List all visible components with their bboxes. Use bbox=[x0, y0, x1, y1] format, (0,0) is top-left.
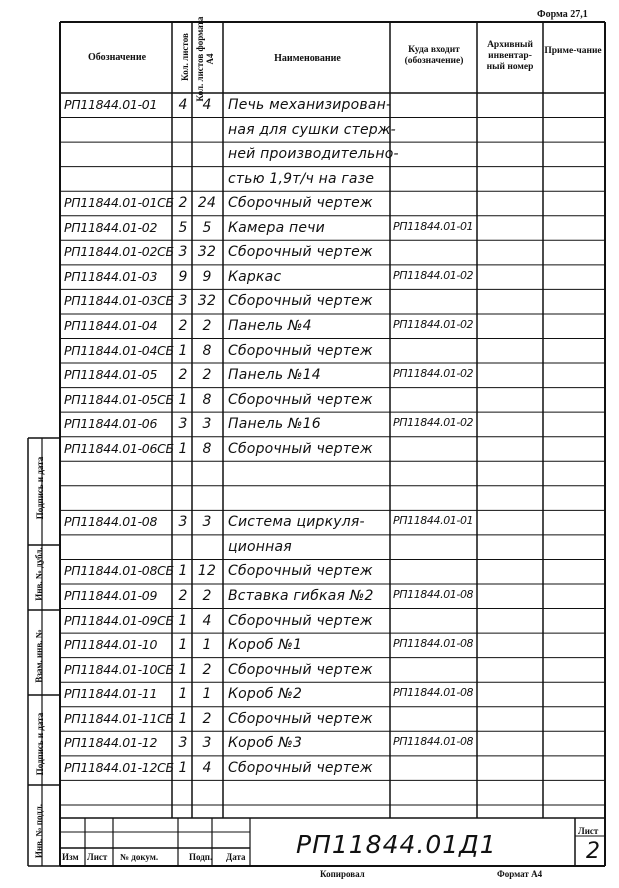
row-sheets: 1 bbox=[178, 686, 188, 703]
row-designation: РП11844.01-08 bbox=[64, 514, 158, 530]
row-designation: РП11844.01-08СБ bbox=[64, 563, 174, 579]
header-where-used: Куда входит (обозначение) bbox=[404, 45, 464, 66]
row-name: Панель №4 bbox=[228, 317, 312, 334]
row-sheets: 1 bbox=[178, 563, 188, 580]
row-where-used: РП11844.01-08 bbox=[393, 735, 474, 749]
row-designation: РП11844.01-10СБ bbox=[64, 661, 174, 677]
row-a4: 8 bbox=[202, 342, 212, 359]
row-a4: 2 bbox=[202, 317, 212, 334]
row-a4: 2 bbox=[202, 661, 212, 678]
row-name: Сборочный чертеж bbox=[228, 195, 373, 212]
doc-number: РП11844.01Д1 bbox=[296, 830, 497, 859]
row-a4: 1 bbox=[202, 686, 212, 703]
row-name: Короб №3 bbox=[228, 735, 303, 752]
row-a4: 4 bbox=[202, 759, 212, 776]
row-sheets: 1 bbox=[178, 440, 188, 457]
row-designation: РП11844.01-12СБ bbox=[64, 759, 174, 775]
margin-inv-orig: Инв. № подл. bbox=[34, 803, 44, 859]
row-sheets: 1 bbox=[178, 342, 188, 359]
row-sheets: 1 bbox=[178, 612, 188, 629]
row-name: Сборочный чертеж bbox=[228, 710, 373, 727]
row-sheets: 1 bbox=[178, 637, 188, 654]
row-a4: 2 bbox=[202, 588, 212, 604]
form-label: Форма 27,1 bbox=[537, 9, 588, 20]
row-a4: 32 bbox=[197, 244, 217, 261]
row-where-used: РП11844.01-02 bbox=[393, 416, 474, 430]
row-designation: РП11844.01-01СБ bbox=[64, 195, 174, 211]
row-sheets: 1 bbox=[178, 391, 188, 408]
row-where-used: РП11844.01-01 bbox=[393, 219, 474, 233]
row-designation: РП11844.01-04СБ bbox=[64, 342, 174, 358]
margin-signature-date-2: Подпись и дата bbox=[35, 712, 45, 776]
row-sheets: 2 bbox=[178, 195, 188, 212]
tb-col-date: Дата bbox=[226, 852, 246, 862]
margin-inv-dup: Инв. № дубл. bbox=[34, 547, 44, 601]
row-sheets: 3 bbox=[178, 416, 188, 433]
row-where-used: РП11844.01-08 bbox=[393, 637, 474, 651]
row-name: Камера печи bbox=[228, 219, 325, 236]
row-name: ней производительно- bbox=[228, 146, 399, 163]
row-designation: РП11844.01-11СБ bbox=[64, 710, 174, 726]
row-designation: РП11844.01-03 bbox=[64, 268, 158, 284]
row-where-used: РП11844.01-02 bbox=[393, 268, 474, 282]
row-name: ционная bbox=[228, 538, 292, 555]
row-designation: РП11844.01-01 bbox=[64, 97, 158, 112]
margin-signature-date-1: Подпись и дата bbox=[35, 456, 45, 520]
row-a4: 4 bbox=[202, 612, 212, 629]
row-a4: 2 bbox=[202, 367, 212, 384]
row-a4: 8 bbox=[202, 391, 212, 408]
row-designation: РП11844.01-11 bbox=[64, 686, 158, 702]
header-note: Приме-чание bbox=[544, 46, 602, 56]
tb-sheet-label: Лист bbox=[578, 826, 599, 836]
row-sheets: 4 bbox=[178, 97, 188, 113]
row-sheets: 3 bbox=[178, 735, 188, 752]
tb-col-docnum: № докум. bbox=[120, 852, 159, 862]
row-name: Каркас bbox=[228, 268, 282, 285]
row-name: Короб №1 bbox=[228, 637, 303, 654]
row-name: Панель №14 bbox=[228, 367, 321, 384]
row-name: Печь механизирован- bbox=[228, 97, 392, 113]
row-designation: РП11844.01-02 bbox=[64, 219, 158, 235]
row-a4: 32 bbox=[197, 293, 217, 310]
header-designation: Обозначение bbox=[87, 52, 147, 63]
row-name: Сборочный чертеж bbox=[228, 391, 373, 408]
row-name: стью 1,9т/ч на газе bbox=[228, 170, 375, 187]
row-name: Система циркуля- bbox=[228, 514, 365, 531]
row-sheets: 2 bbox=[178, 588, 188, 604]
row-designation: РП11844.01-04 bbox=[64, 317, 158, 333]
tb-sheet-number: 2 bbox=[586, 839, 600, 864]
row-a4: 3 bbox=[202, 514, 212, 531]
header-archive: Архивный инвентар-ный номер bbox=[486, 40, 534, 72]
row-a4: 5 bbox=[202, 219, 212, 236]
row-sheets: 1 bbox=[178, 661, 188, 678]
row-sheets: 9 bbox=[178, 268, 188, 285]
row-sheets: 3 bbox=[178, 514, 188, 531]
row-a4: 1 bbox=[202, 637, 212, 654]
row-name: Сборочный чертеж bbox=[228, 342, 373, 359]
row-name: Вставка гибкая №2 bbox=[228, 588, 374, 604]
tb-col-change: Изм bbox=[62, 852, 79, 862]
tb-col-sign: Подп. bbox=[189, 852, 213, 862]
footer-format: Формат А4 bbox=[497, 869, 543, 879]
row-designation: РП11844.01-06 bbox=[64, 416, 158, 432]
row-a4: 24 bbox=[197, 195, 217, 212]
row-where-used: РП11844.01-02 bbox=[393, 367, 474, 381]
row-sheets: 3 bbox=[178, 244, 188, 261]
row-designation: РП11844.01-12 bbox=[64, 735, 158, 751]
row-designation: РП11844.01-09 bbox=[64, 588, 158, 603]
header-a4-format: Кол. листов формата А4 bbox=[195, 16, 215, 102]
header-name: Наименование bbox=[274, 53, 341, 64]
row-name: Сборочный чертеж bbox=[228, 612, 373, 629]
row-a4: 3 bbox=[202, 416, 212, 433]
row-where-used: РП11844.01-08 bbox=[393, 588, 474, 601]
row-a4: 12 bbox=[197, 563, 217, 580]
row-designation: РП11844.01-05СБ bbox=[64, 391, 174, 407]
row-name: Сборочный чертеж bbox=[228, 293, 373, 310]
header-sheet-count: Кол. листов bbox=[180, 33, 190, 81]
row-name: Панель №16 bbox=[228, 416, 321, 433]
row-name: Сборочный чертеж bbox=[228, 244, 373, 261]
row-a4: 3 bbox=[202, 735, 212, 752]
row-sheets: 1 bbox=[178, 759, 188, 776]
row-designation: РП11844.01-05 bbox=[64, 367, 158, 383]
tb-col-sheet: Лист bbox=[87, 852, 108, 862]
margin-replaces-inv: Взам. инв. № bbox=[34, 629, 44, 683]
row-where-used: РП11844.01-01 bbox=[393, 514, 474, 528]
row-name: Короб №2 bbox=[228, 686, 303, 703]
row-sheets: 1 bbox=[178, 710, 188, 727]
row-name: Сборочный чертеж bbox=[228, 563, 373, 580]
row-name: Сборочный чертеж bbox=[228, 759, 373, 776]
row-designation: РП11844.01-10 bbox=[64, 637, 158, 653]
row-where-used: РП11844.01-08 bbox=[393, 686, 474, 700]
row-a4: 2 bbox=[202, 710, 212, 727]
row-designation: РП11844.01-06СБ bbox=[64, 440, 174, 456]
row-a4: 8 bbox=[202, 440, 212, 457]
row-name: Сборочный чертеж bbox=[228, 440, 373, 457]
row-a4: 4 bbox=[202, 97, 212, 113]
row-designation: РП11844.01-09СБ bbox=[64, 612, 174, 628]
row-where-used: РП11844.01-02 bbox=[393, 317, 474, 331]
row-sheets: 3 bbox=[178, 293, 188, 310]
row-name: ная для сушки стерж- bbox=[228, 121, 396, 138]
row-sheets: 2 bbox=[178, 367, 188, 384]
footer-copied: Копировал bbox=[320, 869, 365, 879]
row-a4: 9 bbox=[202, 268, 212, 285]
row-name: Сборочный чертеж bbox=[228, 661, 373, 678]
row-sheets: 5 bbox=[178, 219, 188, 236]
row-sheets: 2 bbox=[178, 317, 188, 334]
row-designation: РП11844.01-03СБ bbox=[64, 293, 174, 309]
row-designation: РП11844.01-02СБ bbox=[64, 244, 174, 260]
